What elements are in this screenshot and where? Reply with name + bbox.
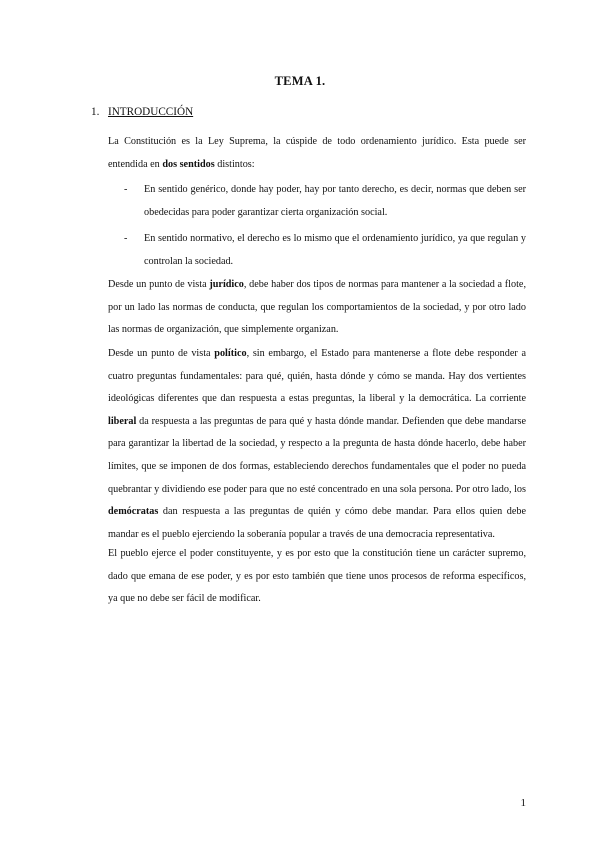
pueblo-paragraph: El pueblo ejerce el poder constituyente, y es por esto que la constitución tiene un carácter supremo, dado que emana de ese poder, y es por esto también que tiene unos procesos de reforma específicos, ya que no debe ser fácil de modificar. <box>108 548 526 605</box>
juridico-paragraph: Desde un punto de vista jurídico, debe haber dos tipos de normas para mantener a la sociedad a flote, por un lado las normas de conducta, que regulan los comportamientos de la sociedad, y por otro lado las normas de organización, que simplemente organizan. <box>108 279 527 336</box>
list-item <box>124 228 526 273</box>
bold-term: demócratas <box>108 506 159 518</box>
list-item <box>124 179 526 224</box>
intro-paragraph: La Constitución es la Ley Suprema, la cúspide de todo ordenamiento jurídico. Esta puede ser entendida en dos sentidos distintos: <box>108 136 526 170</box>
bullet-dash: - <box>124 233 128 244</box>
bold-term: dos sentidos <box>162 158 215 170</box>
section-heading <box>91 106 193 118</box>
page-title: TEMA 1. <box>274 74 326 88</box>
bold-term: liberal <box>108 415 137 427</box>
bold-term: político <box>214 348 247 359</box>
section-title: INTRODUCCIÓN <box>108 106 194 118</box>
section-number: 1. <box>91 106 100 118</box>
bullet-dash: - <box>124 184 128 195</box>
list-item-text: En sentido normativo, el derecho es lo mismo que el ordenamiento jurídico, ya que regulan y controlan la sociedad. <box>144 233 526 267</box>
page-number: 1 <box>520 797 526 809</box>
list-item-text: En sentido genérico, donde hay poder, hay por tanto derecho, es decir, normas que deben ser obedecidas para poder garantizar cierta organización social. <box>144 184 526 218</box>
politico-paragraph: Desde un punto de vista político, sin embargo, el Estado para mantenerse a flote debe responder a cuatro preguntas fundamentales: para qué, quién, hasta dónde y cómo se manda. Hay dos vertientes ideológicas diferentes que dan respuesta a estas preguntas, la liberal y la democrática. La corriente liberal da respuesta a las preguntas de para qué y hasta dónde mandar. Defienden que debe mandarse para garantizar la libertad de la sociedad, y respecto a la pregunta de hasta dónde hacerlo, debe haber límites, que se imponen de dos formas, estableciendo derechos fundamentales que el poder no pueda quebrantar y dividiendo ese poder para que no esté concentrado en una sola persona. Por otro lado, los demócratas dan respuesta a las preguntas de quién y cómo debe mandar. Para ellos quien debe mandar es el pueblo ejerciendo la soberanía popular a través de una democracia representativa. <box>108 348 526 540</box>
bold-term: jurídico <box>209 279 244 290</box>
